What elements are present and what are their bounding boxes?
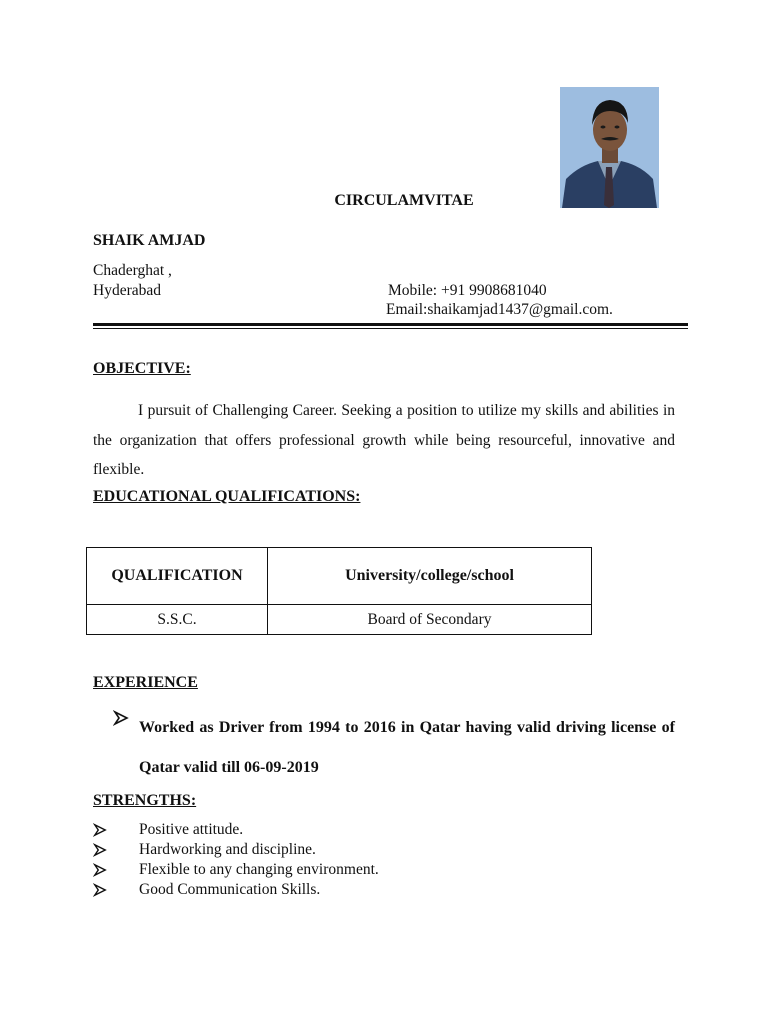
mobile-number: Mobile: +91 9908681040 bbox=[388, 282, 547, 299]
experience-heading: EXPERIENCE bbox=[93, 674, 198, 691]
objective-text: I pursuit of Challenging Career. Seeking a position to utilize my skills and abilities in the organization that offers professional growth while being resourceful, innovative and flexible. bbox=[93, 402, 675, 478]
strengths-heading: STRENGTHS: bbox=[93, 792, 197, 809]
arrowhead-bullet-icon bbox=[93, 883, 107, 897]
address-line-2: Hyderabad bbox=[93, 282, 161, 299]
arrowhead-bullet-icon bbox=[93, 823, 107, 837]
strength-text: Positive attitude. bbox=[139, 821, 244, 838]
objective-heading: OBJECTIVE: bbox=[93, 360, 191, 377]
arrowhead-bullet-icon bbox=[113, 710, 129, 726]
strength-text: Good Communication Skills. bbox=[139, 881, 321, 898]
table-cell: Board of Secondary bbox=[268, 605, 592, 635]
experience-item: Worked as Driver from 1994 to 2016 in Qatar having valid driving license of Qatar valid till 06-09-2019 bbox=[139, 719, 675, 776]
arrowhead-bullet-icon bbox=[93, 843, 107, 857]
strength-text: Hardworking and discipline. bbox=[139, 841, 316, 858]
table-cell: S.S.C. bbox=[87, 605, 268, 635]
header-divider-thin bbox=[93, 328, 688, 329]
email-address: Email:shaikamjad1437@gmail.com. bbox=[386, 301, 613, 318]
profile-photo bbox=[560, 87, 659, 208]
table-row bbox=[87, 605, 592, 635]
header-divider-thick bbox=[93, 323, 688, 326]
qualifications-table bbox=[86, 547, 592, 635]
arrowhead-bullet-icon bbox=[93, 863, 107, 877]
candidate-name: SHAIK AMJAD bbox=[93, 232, 206, 249]
person-portrait-icon bbox=[560, 87, 659, 208]
table-header-cell: QUALIFICATION bbox=[87, 548, 268, 605]
education-heading: EDUCATIONAL QUALIFICATIONS: bbox=[93, 488, 361, 505]
table-header-cell: University/college/school bbox=[268, 548, 592, 605]
table-header-row bbox=[87, 548, 592, 605]
document-title: CIRCULAMVITAE bbox=[334, 192, 474, 209]
strength-text: Flexible to any changing environment. bbox=[139, 861, 379, 878]
address-line-1: Chaderghat , bbox=[93, 262, 172, 279]
